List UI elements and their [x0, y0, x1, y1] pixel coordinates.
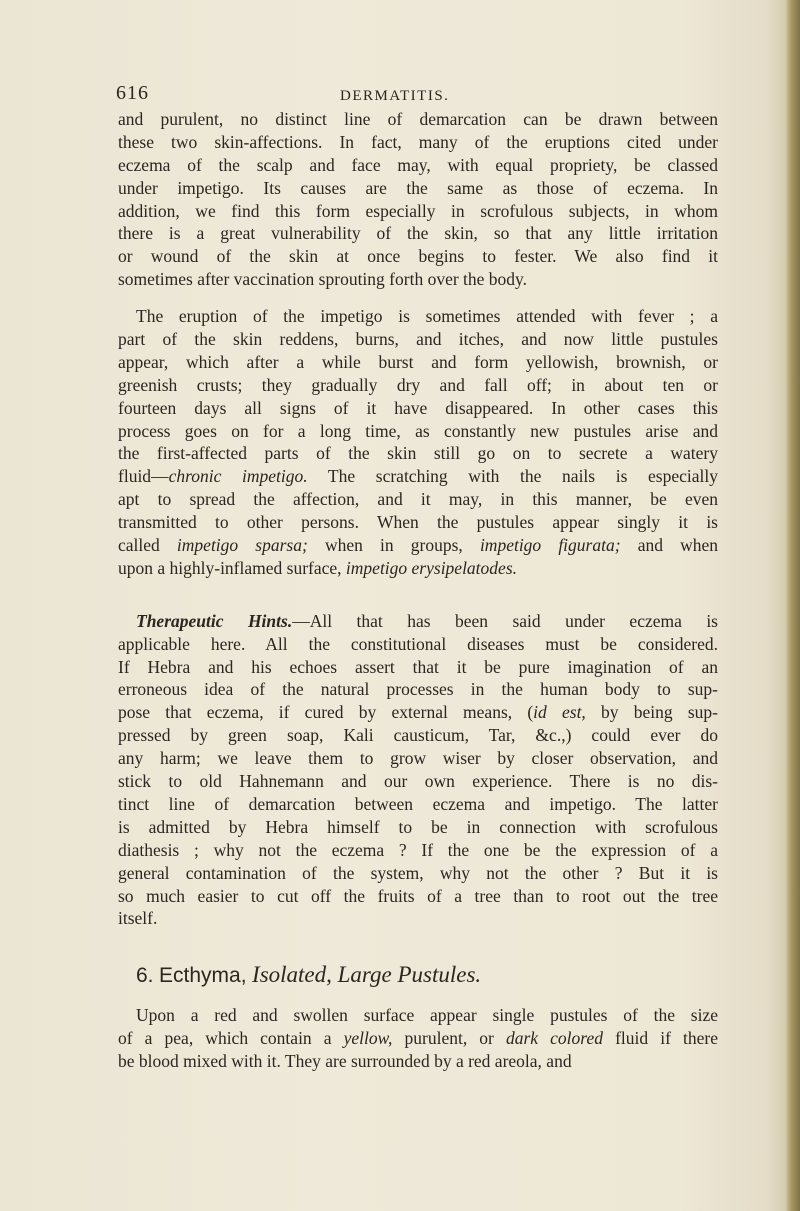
text-line — [118, 245, 718, 268]
paragraph-ecthyma — [118, 1004, 718, 1073]
text-line — [118, 907, 718, 930]
text-line — [118, 839, 718, 862]
text-line — [118, 465, 718, 488]
text-run: of a pea, which contain a — [118, 1028, 344, 1049]
text-line — [118, 793, 718, 816]
italic-term: id est, — [533, 702, 586, 723]
text-line — [118, 862, 718, 885]
run-in-heading: Therapeutic Hints. — [136, 610, 293, 631]
text-run: addition, we find this form especially in scrofulous subjects, in whom — [118, 200, 718, 221]
text-run: diathesis ; why not the eczema ? If the one be the expression of a — [118, 839, 718, 860]
text-run: upon a highly-inflamed surface, — [118, 557, 346, 578]
text-line — [118, 511, 718, 534]
text-run: or wound of the skin at once begins to fester. We also find it — [118, 246, 718, 267]
text-run: part of the skin reddens, burns, and itches, and now little pustules — [118, 329, 718, 350]
text-run: greenish crusts; they gradually dry and fall off; in about ten or — [118, 374, 718, 395]
text-run: erroneous idea of the natural processes in the human body to sup- — [118, 679, 718, 700]
text-run: eczema of the scalp and face may, with equal propriety, be classed — [118, 154, 718, 175]
text-line — [118, 1050, 718, 1073]
text-line — [118, 200, 718, 223]
text-line — [118, 397, 718, 420]
text-run: stick to old Hahnemann and our own experience. There is no dis- — [118, 771, 718, 792]
text-run: the first-affected parts of the skin still go on to secrete a watery — [118, 443, 718, 464]
text-line — [118, 177, 718, 200]
text-run: applicable here. All the constitutional diseases must be considered. — [118, 633, 718, 654]
text-line — [118, 701, 718, 724]
text-line — [118, 488, 718, 511]
text-run: If Hebra and his echoes assert that it be pure imagination of an — [118, 656, 718, 677]
text-run: under impetigo. Its causes are the same as those of eczema. In — [118, 177, 718, 198]
text-run: so much easier to cut off the fruits of a tree than to root out the tree — [118, 885, 718, 906]
text-run: The scratching with the nails is especially — [307, 466, 718, 487]
text-run: when in groups, — [307, 535, 480, 556]
section-heading-ecthyma — [118, 960, 718, 990]
text-run: fluid— — [118, 466, 169, 487]
text-line — [118, 534, 718, 557]
text-run: tinct line of demarcation between eczema and impetigo. The latter — [118, 793, 718, 814]
text-line — [118, 351, 718, 374]
text-line — [118, 222, 718, 245]
text-line — [118, 131, 718, 154]
body-text — [118, 108, 718, 1073]
text-line — [118, 747, 718, 770]
running-head: DERMATITIS. — [340, 88, 450, 104]
text-line — [118, 633, 718, 656]
text-line — [118, 656, 718, 679]
text-run: pressed by green soap, Kali causticum, Tar, &c.,) could ever do — [118, 725, 718, 746]
section-subtitle: Isolated, Large Pustules. — [252, 962, 482, 988]
text-line — [118, 108, 718, 131]
text-run: and when — [620, 535, 719, 556]
text-line — [118, 1027, 718, 1050]
text-line — [118, 885, 718, 908]
section-number: 6. — [136, 964, 154, 988]
text-line — [118, 268, 718, 291]
text-run: pose that eczema, if cured by external means, ( — [118, 702, 534, 723]
text-run: purulent, or — [392, 1028, 506, 1049]
text-line — [118, 557, 718, 580]
paragraph-impetigo-intro — [118, 108, 718, 291]
text-run: and purulent, no distinct line of demarcation can be drawn between — [118, 109, 718, 129]
italic-term: dark colored — [505, 1028, 603, 1049]
text-line — [118, 420, 718, 443]
text-run: is admitted by Hebra himself to be in connection with scrofulous — [118, 816, 718, 837]
text-run: these two skin-affections. In fact, many of the eruptions cited under — [118, 131, 718, 152]
paragraph-impetigo-eruption — [118, 305, 718, 580]
text-line — [118, 770, 718, 793]
italic-term: impetigo sparsa; — [176, 535, 308, 556]
text-run: transmitted to other persons. When the pustules appear singly it is — [118, 512, 718, 533]
page-number: 616 — [116, 82, 149, 104]
text-run: Upon a red and swollen surface appear single pustules of the size — [136, 1005, 718, 1026]
text-line — [118, 154, 718, 177]
text-line — [118, 374, 718, 397]
text-line — [118, 678, 718, 701]
text-run: The eruption of the impetigo is sometimes attended with fever ; a — [136, 306, 718, 327]
text-run: called — [118, 535, 177, 556]
italic-term: impetigo figurata; — [479, 535, 621, 556]
text-line — [118, 816, 718, 839]
text-run: itself. — [118, 908, 158, 929]
page-edge — [786, 0, 800, 1211]
text-line — [118, 724, 718, 747]
paragraph-therapeutic-hints — [118, 610, 718, 930]
text-run: fourteen days all signs of it have disappeared. In other cases this — [118, 397, 718, 418]
text-run: by being sup- — [585, 702, 718, 723]
text-run: apt to spread the affection, and it may, in this manner, be even — [118, 489, 718, 510]
text-run: process goes on for a long time, as constantly new pustules arise and — [118, 420, 718, 441]
italic-term: impetigo erysipelatodes. — [345, 557, 517, 578]
text-line — [118, 328, 718, 351]
text-line — [118, 442, 718, 465]
text-run: general contamination of the system, why not the other ? But it is — [118, 862, 718, 883]
text-run: —All that has been said under eczema is — [292, 610, 718, 631]
text-line — [118, 1004, 718, 1027]
text-line — [118, 610, 718, 633]
text-run: there is a great vulnerability of the skin, so that any little irritation — [118, 223, 718, 244]
italic-term: yellow, — [343, 1028, 393, 1049]
text-run: appear, which after a while burst and form yellowish, brownish, or — [118, 351, 718, 372]
text-run: fluid if there — [602, 1028, 718, 1049]
text-run: sometimes after vaccination sprouting forth over the body. — [118, 269, 528, 290]
text-line — [118, 305, 718, 328]
text-run: any harm; we leave them to grow wiser by closer observation, and — [118, 748, 718, 769]
italic-term: chronic impetigo. — [168, 466, 308, 487]
section-title: Ecthyma, — [159, 964, 247, 988]
text-run: be blood mixed with it. They are surrounded by a red areola, and — [118, 1051, 572, 1072]
